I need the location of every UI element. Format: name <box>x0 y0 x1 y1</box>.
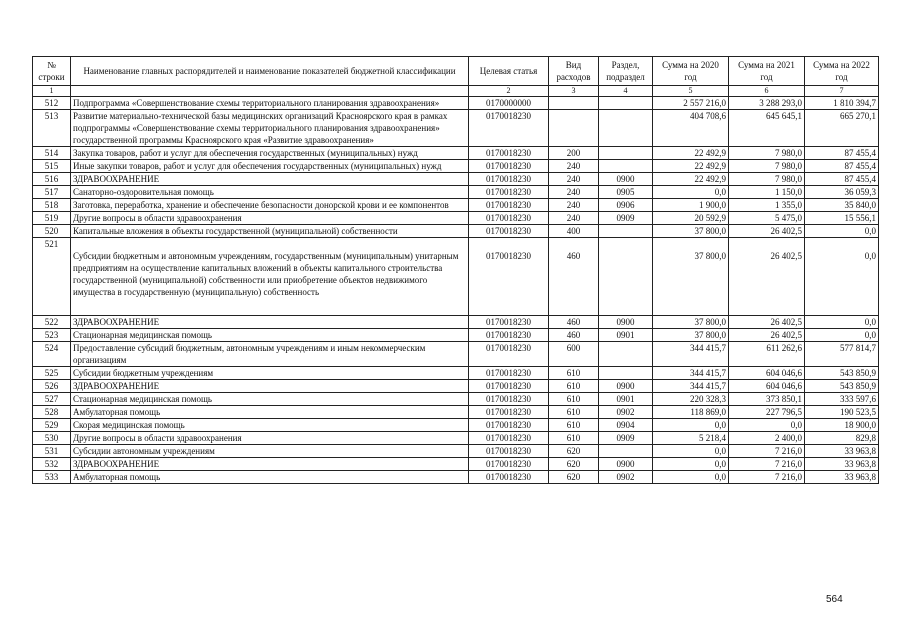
row-expense-kind: 610 <box>549 393 599 406</box>
row-sum-2022: 0,0 <box>805 329 879 342</box>
row-sum-2020: 344 415,7 <box>653 367 729 380</box>
row-section: 0909 <box>599 432 653 445</box>
row-number: 526 <box>33 380 71 393</box>
row-sum-2022: 87 455,4 <box>805 160 879 173</box>
row-sum-2020: 20 592,9 <box>653 212 729 225</box>
row-expense-kind: 240 <box>549 186 599 199</box>
row-sum-2020: 37 800,0 <box>653 225 729 238</box>
row-sum-2022: 829,8 <box>805 432 879 445</box>
row-name: Амбулаторная помощь <box>71 471 469 484</box>
column-number: 6 <box>729 86 805 97</box>
budget-table <box>32 56 879 484</box>
row-sum-2021: 26 402,5 <box>729 238 805 316</box>
table-row <box>33 393 879 406</box>
column-number: 7 <box>805 86 879 97</box>
row-name: Санаторно-оздоровительная помощь <box>71 186 469 199</box>
row-expense-kind: 460 <box>549 329 599 342</box>
row-sum-2020: 37 800,0 <box>653 316 729 329</box>
row-number: 516 <box>33 173 71 186</box>
column-number: 2 <box>469 86 549 97</box>
row-sum-2022: 0,0 <box>805 238 879 316</box>
table-row <box>33 147 879 160</box>
table-row <box>33 432 879 445</box>
row-number: 515 <box>33 160 71 173</box>
row-sum-2022: 1 810 394,7 <box>805 97 879 110</box>
table-row <box>33 110 879 147</box>
row-section: 0901 <box>599 329 653 342</box>
row-number: 521 <box>33 238 71 316</box>
row-sum-2022: 333 597,6 <box>805 393 879 406</box>
row-section: 0906 <box>599 199 653 212</box>
row-sum-2022: 87 455,4 <box>805 147 879 160</box>
row-sum-2021: 645 645,1 <box>729 110 805 147</box>
row-name: Подпрограмма «Совершенствование схемы территориального планирования здравоохранения» <box>71 97 469 110</box>
row-name: ЗДРАВООХРАНЕНИЕ <box>71 458 469 471</box>
row-section <box>599 97 653 110</box>
row-expense-kind <box>549 97 599 110</box>
header-sum-2021: Сумма на 2021 год <box>729 57 805 86</box>
row-section: 0909 <box>599 212 653 225</box>
row-sum-2022: 543 850,9 <box>805 380 879 393</box>
table-row <box>33 406 879 419</box>
row-expense-kind: 400 <box>549 225 599 238</box>
row-sum-2020: 344 415,7 <box>653 380 729 393</box>
row-target-article: 0170018230 <box>469 212 549 225</box>
row-sum-2020: 0,0 <box>653 445 729 458</box>
table-row <box>33 199 879 212</box>
row-sum-2021: 3 288 293,0 <box>729 97 805 110</box>
row-name: Стационарная медицинская помощь <box>71 393 469 406</box>
row-expense-kind: 460 <box>549 316 599 329</box>
table-row <box>33 445 879 458</box>
row-target-article: 0170018230 <box>469 342 549 367</box>
row-number: 532 <box>33 458 71 471</box>
row-sum-2022: 33 963,8 <box>805 471 879 484</box>
row-number: 520 <box>33 225 71 238</box>
row-section: 0900 <box>599 380 653 393</box>
row-sum-2022: 33 963,8 <box>805 458 879 471</box>
row-number: 524 <box>33 342 71 367</box>
header-expense-kind: Вид расходов <box>549 57 599 86</box>
row-sum-2020: 0,0 <box>653 186 729 199</box>
row-sum-2022: 18 900,0 <box>805 419 879 432</box>
row-name: Амбулаторная помощь <box>71 406 469 419</box>
table-row <box>33 342 879 367</box>
row-target-article: 0170018230 <box>469 367 549 380</box>
table-row <box>33 238 879 316</box>
row-name: Капитальные вложения в объекты государственной (муниципальной) собственности <box>71 225 469 238</box>
row-target-article: 0170018230 <box>469 445 549 458</box>
row-expense-kind: 620 <box>549 445 599 458</box>
row-target-article: 0170018230 <box>469 160 549 173</box>
row-sum-2021: 5 475,0 <box>729 212 805 225</box>
row-target-article: 0170018230 <box>469 419 549 432</box>
row-name: Скорая медицинская помощь <box>71 419 469 432</box>
row-expense-kind: 610 <box>549 419 599 432</box>
row-sum-2022: 665 270,1 <box>805 110 879 147</box>
table-row <box>33 419 879 432</box>
row-name: Развитие материально-технической базы медицинских организаций Красноярского края в рамках подпрограммы «Совершенствование схемы территориального планирования здравоохранения» государственной программы Красноярского края «Развитие здравоохранения» <box>71 110 469 147</box>
column-number <box>71 86 469 97</box>
row-sum-2021: 1 355,0 <box>729 199 805 212</box>
row-section <box>599 238 653 316</box>
row-expense-kind: 600 <box>549 342 599 367</box>
row-section: 0900 <box>599 316 653 329</box>
column-number: 1 <box>33 86 71 97</box>
row-name: ЗДРАВООХРАНЕНИЕ <box>71 316 469 329</box>
row-number: 514 <box>33 147 71 160</box>
row-expense-kind: 200 <box>549 147 599 160</box>
column-number-row <box>33 86 879 97</box>
row-sum-2020: 5 218,4 <box>653 432 729 445</box>
row-section: 0902 <box>599 471 653 484</box>
table-row <box>33 329 879 342</box>
row-expense-kind: 610 <box>549 406 599 419</box>
row-target-article: 0170018230 <box>469 471 549 484</box>
row-section <box>599 147 653 160</box>
row-sum-2021: 7 980,0 <box>729 173 805 186</box>
row-section: 0905 <box>599 186 653 199</box>
table-row <box>33 458 879 471</box>
row-sum-2021: 227 796,5 <box>729 406 805 419</box>
row-number: 517 <box>33 186 71 199</box>
row-expense-kind <box>549 110 599 147</box>
row-sum-2021: 7 980,0 <box>729 147 805 160</box>
row-number: 527 <box>33 393 71 406</box>
row-expense-kind: 240 <box>549 199 599 212</box>
table-row <box>33 367 879 380</box>
row-section <box>599 445 653 458</box>
row-sum-2021: 611 262,6 <box>729 342 805 367</box>
row-sum-2020: 1 900,0 <box>653 199 729 212</box>
row-sum-2021: 604 046,6 <box>729 380 805 393</box>
row-sum-2020: 118 869,0 <box>653 406 729 419</box>
row-sum-2020: 0,0 <box>653 458 729 471</box>
row-number: 513 <box>33 110 71 147</box>
row-number: 525 <box>33 367 71 380</box>
row-number: 519 <box>33 212 71 225</box>
row-name: Иные закупки товаров, работ и услуг для обеспечения государственных (муниципальных) нужд <box>71 160 469 173</box>
row-number: 528 <box>33 406 71 419</box>
header-section: Раздел, подраздел <box>599 57 653 86</box>
row-name: ЗДРАВООХРАНЕНИЕ <box>71 380 469 393</box>
row-sum-2021: 26 402,5 <box>729 316 805 329</box>
row-target-article: 0170018230 <box>469 393 549 406</box>
row-sum-2022: 33 963,8 <box>805 445 879 458</box>
header-name: Наименование главных распорядителей и наименование показателей бюджетной классификации <box>71 57 469 86</box>
table-row <box>33 212 879 225</box>
row-name: Заготовка, переработка, хранение и обеспечение безопасности донорской крови и ее компонентов <box>71 199 469 212</box>
table-body <box>33 97 879 484</box>
row-number: 533 <box>33 471 71 484</box>
row-sum-2022: 0,0 <box>805 225 879 238</box>
row-number: 523 <box>33 329 71 342</box>
row-section <box>599 160 653 173</box>
row-name: Субсидии бюджетным учреждениям <box>71 367 469 380</box>
row-number: 530 <box>33 432 71 445</box>
row-sum-2020: 37 800,0 <box>653 238 729 316</box>
header-sum-2020: Сумма на 2020 год <box>653 57 729 86</box>
row-target-article: 0170018230 <box>469 380 549 393</box>
row-expense-kind: 240 <box>549 160 599 173</box>
row-target-article: 0170018230 <box>469 147 549 160</box>
row-expense-kind: 620 <box>549 458 599 471</box>
row-number: 529 <box>33 419 71 432</box>
row-expense-kind: 610 <box>549 380 599 393</box>
row-section: 0900 <box>599 458 653 471</box>
row-expense-kind: 240 <box>549 212 599 225</box>
header-row-number: № строки <box>33 57 71 86</box>
row-sum-2020: 220 328,3 <box>653 393 729 406</box>
row-sum-2022: 36 059,3 <box>805 186 879 199</box>
row-target-article: 0170018230 <box>469 406 549 419</box>
row-sum-2020: 37 800,0 <box>653 329 729 342</box>
row-sum-2021: 7 980,0 <box>729 160 805 173</box>
row-target-article: 0170000000 <box>469 97 549 110</box>
row-sum-2020: 2 557 216,0 <box>653 97 729 110</box>
row-target-article: 0170018230 <box>469 316 549 329</box>
row-sum-2021: 26 402,5 <box>729 225 805 238</box>
row-section: 0902 <box>599 406 653 419</box>
row-sum-2021: 7 216,0 <box>729 471 805 484</box>
row-section: 0901 <box>599 393 653 406</box>
row-target-article: 0170018230 <box>469 329 549 342</box>
table-row <box>33 380 879 393</box>
row-name: Предоставление субсидий бюджетным, автономным учреждениям и иным некоммерческим организациям <box>71 342 469 367</box>
column-number: 5 <box>653 86 729 97</box>
header-target-article: Целевая статья <box>469 57 549 86</box>
row-section <box>599 342 653 367</box>
row-target-article: 0170018230 <box>469 110 549 147</box>
row-section <box>599 110 653 147</box>
row-expense-kind: 460 <box>549 238 599 316</box>
row-sum-2020: 0,0 <box>653 419 729 432</box>
row-sum-2021: 7 216,0 <box>729 458 805 471</box>
row-sum-2021: 0,0 <box>729 419 805 432</box>
row-section: 0900 <box>599 173 653 186</box>
row-expense-kind: 620 <box>549 471 599 484</box>
row-name: ЗДРАВООХРАНЕНИЕ <box>71 173 469 186</box>
row-sum-2021: 2 400,0 <box>729 432 805 445</box>
row-sum-2022: 15 556,1 <box>805 212 879 225</box>
row-sum-2020: 0,0 <box>653 471 729 484</box>
row-sum-2022: 190 523,5 <box>805 406 879 419</box>
row-sum-2022: 0,0 <box>805 316 879 329</box>
column-number: 4 <box>599 86 653 97</box>
row-sum-2021: 26 402,5 <box>729 329 805 342</box>
row-expense-kind: 240 <box>549 173 599 186</box>
row-name: Закупка товаров, работ и услуг для обеспечения государственных (муниципальных) нужд <box>71 147 469 160</box>
row-sum-2022: 543 850,9 <box>805 367 879 380</box>
row-sum-2020: 404 708,6 <box>653 110 729 147</box>
row-target-article: 0170018230 <box>469 458 549 471</box>
row-number: 518 <box>33 199 71 212</box>
row-sum-2020: 22 492,9 <box>653 160 729 173</box>
row-number: 512 <box>33 97 71 110</box>
table-row <box>33 471 879 484</box>
row-section <box>599 367 653 380</box>
row-target-article: 0170018230 <box>469 173 549 186</box>
row-number: 531 <box>33 445 71 458</box>
row-sum-2022: 87 455,4 <box>805 173 879 186</box>
column-number: 3 <box>549 86 599 97</box>
row-sum-2021: 604 046,6 <box>729 367 805 380</box>
table-row <box>33 173 879 186</box>
row-sum-2021: 7 216,0 <box>729 445 805 458</box>
table-header-row <box>33 57 879 86</box>
row-name: Субсидии автономным учреждениям <box>71 445 469 458</box>
row-sum-2022: 35 840,0 <box>805 199 879 212</box>
page-number: 564 <box>826 594 843 605</box>
row-name: Субсидии бюджетным и автономным учреждениям, государственным (муниципальным) унитарным предприятиям на осуществление капитальных вложений в объекты капитального строительства государственной (муниципальной) собственности или приобретение объектов недвижимого имущества в государственную (муниципальную) собственность <box>71 238 469 316</box>
row-sum-2020: 344 415,7 <box>653 342 729 367</box>
row-sum-2022: 577 814,7 <box>805 342 879 367</box>
row-section <box>599 225 653 238</box>
row-target-article: 0170018230 <box>469 199 549 212</box>
row-target-article: 0170018230 <box>469 186 549 199</box>
row-name: Другие вопросы в области здравоохранения <box>71 212 469 225</box>
table-row <box>33 97 879 110</box>
row-target-article: 0170018230 <box>469 238 549 316</box>
row-sum-2021: 1 150,0 <box>729 186 805 199</box>
row-sum-2021: 373 850,1 <box>729 393 805 406</box>
row-expense-kind: 610 <box>549 367 599 380</box>
table-row <box>33 225 879 238</box>
row-sum-2020: 22 492,9 <box>653 173 729 186</box>
row-sum-2020: 22 492,9 <box>653 147 729 160</box>
table-row <box>33 160 879 173</box>
row-section: 0904 <box>599 419 653 432</box>
row-name: Стационарная медицинская помощь <box>71 329 469 342</box>
row-expense-kind: 610 <box>549 432 599 445</box>
row-target-article: 0170018230 <box>469 432 549 445</box>
header-sum-2022: Сумма на 2022 год <box>805 57 879 86</box>
row-target-article: 0170018230 <box>469 225 549 238</box>
row-number: 522 <box>33 316 71 329</box>
row-name: Другие вопросы в области здравоохранения <box>71 432 469 445</box>
table-row <box>33 186 879 199</box>
table-row <box>33 316 879 329</box>
